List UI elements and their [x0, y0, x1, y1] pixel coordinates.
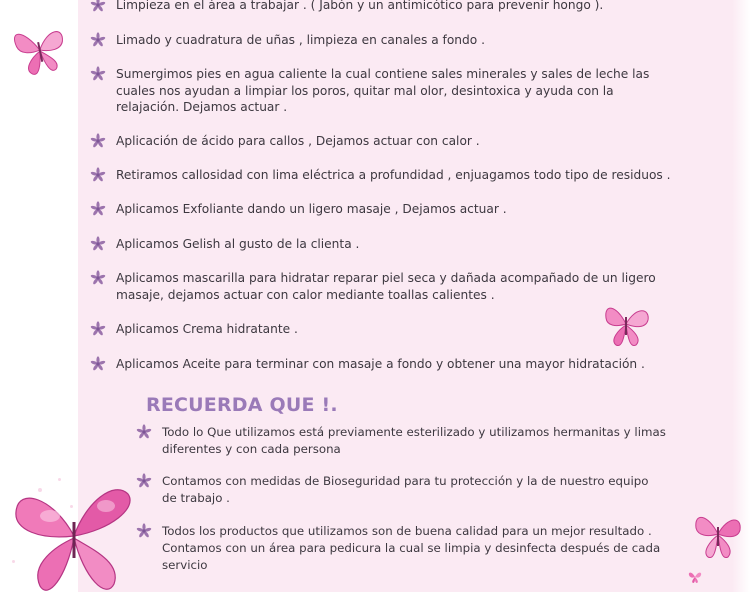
step-text: Aplicamos Crema hidratante . — [116, 322, 298, 336]
butterfly-icon — [10, 478, 140, 600]
flower-icon — [90, 356, 116, 372]
flower-icon — [90, 270, 116, 286]
list-item — [90, 201, 680, 218]
list-item — [90, 270, 680, 303]
section-title: RECUERDA QUE !. — [146, 394, 338, 416]
list-item — [90, 236, 680, 253]
note-text: Contamos con medidas de Bioseguridad para tu protección y la de nuestro equipo de trabajo . — [162, 474, 649, 505]
step-text: Aplicamos Gelish al gusto de la clienta . — [116, 237, 360, 251]
list-item — [90, 356, 680, 373]
flower-icon — [90, 32, 116, 48]
flower-icon — [90, 133, 116, 149]
step-text: Aplicamos Aceite para terminar con masaje a fondo y obtener una mayor hidratación . — [116, 357, 645, 371]
flower-icon — [90, 321, 116, 337]
note-text: Todo lo Que utilizamos está previamente esterilizado y utilizamos hermanitas y limas diferentes y con cada persona — [162, 425, 666, 456]
step-text: Retiramos callosidad con lima eléctrica a profundidad , enjuagamos todo tipo de residuos . — [116, 168, 671, 182]
note-text: Todos los productos que utilizamos son de buena calidad para un mejor resultado . Contamos con un área para pedicura la cual se limpia y desinfecta después de cada servicio — [162, 524, 661, 572]
list-item — [90, 321, 680, 338]
butterfly-icon — [598, 300, 654, 350]
list-item — [90, 32, 680, 49]
step-text: Limado y cuadratura de uñas , limpieza en canales a fondo . — [116, 33, 485, 47]
list-item — [136, 424, 666, 458]
list-item — [90, 167, 680, 184]
step-text: Limpieza en el área a trabajar . ( Jabón y un antimicótico para prevenir hongo ). — [116, 0, 604, 12]
step-text: Aplicamos mascarilla para hidratar reparar piel seca y dañada acompañado de un ligero masaje, dejamos actuar con calor mediante toallas calientes . — [116, 271, 656, 302]
step-text: Sumergimos pies en agua caliente la cual contiene sales minerales y sales de leche las cuales nos ayudan a limpiar los poros, quitar mal olor, desintoxica y ayuda con la relajación. Dejamos actuar . — [116, 67, 650, 114]
flower-icon — [136, 424, 162, 440]
butterfly-icon — [688, 570, 702, 584]
step-text: Aplicación de ácido para callos , Dejamos actuar con calor . — [116, 134, 480, 148]
flower-icon — [90, 201, 116, 217]
list-item — [90, 0, 680, 14]
list-item — [90, 66, 680, 116]
flower-icon — [90, 66, 116, 82]
step-text: Aplicamos Exfoliante dando un ligero masaje , Dejamos actuar . — [116, 202, 507, 216]
list-item — [90, 133, 680, 150]
list-item — [136, 523, 666, 574]
flower-icon — [90, 236, 116, 252]
butterfly-icon — [8, 20, 72, 82]
list-item — [136, 473, 666, 507]
flower-icon — [90, 0, 116, 13]
flower-icon — [90, 167, 116, 183]
butterfly-icon — [690, 508, 746, 564]
